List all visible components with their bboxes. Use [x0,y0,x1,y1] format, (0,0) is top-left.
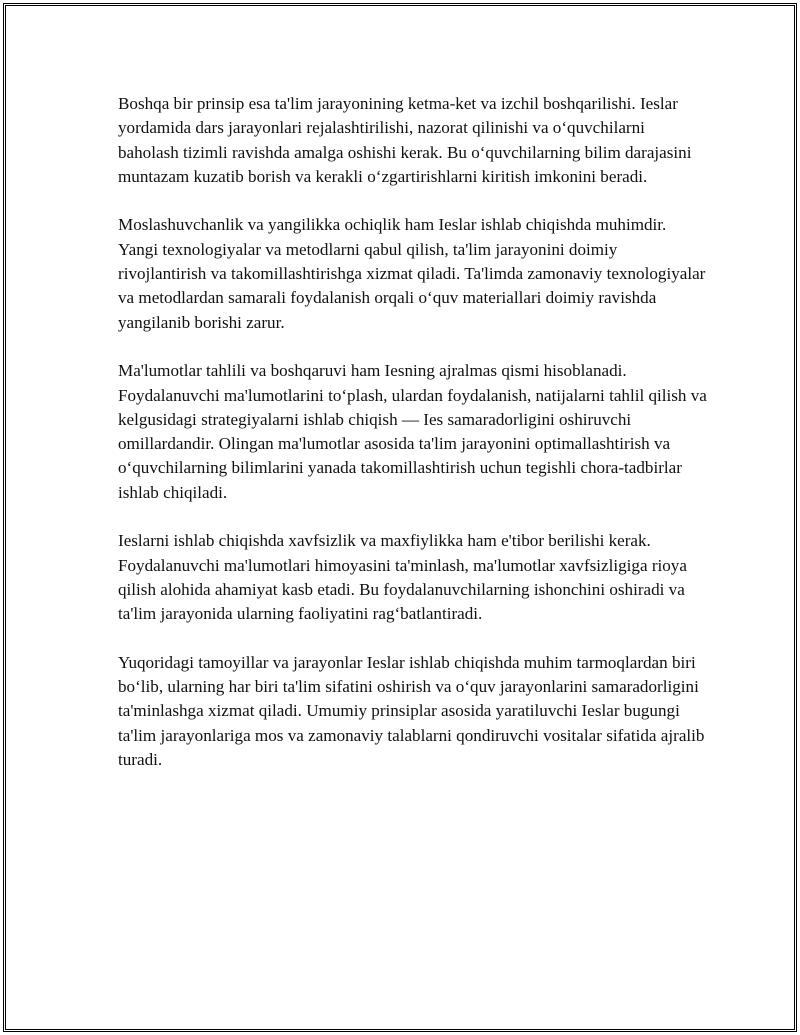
paragraph-4: Ieslarni ishlab chiqishda xavfsizlik va maxfiylikka ham e'tibor berilishi kerak. Foydalanuvchi ma'lumotlari himoyasini ta'minlash, ma'lumotlar xavfsizligiga rioya qilish alohida ahamiyat kasb etadi. Bu foydalanuvchilarning ishonchini oshiradi va ta'lim jarayonida ularning faoliyatini rag‘batlantiradi. [118,531,687,624]
page-border [3,3,797,1032]
page-area [6,6,794,1029]
paragraph-1: Boshqa bir prinsip esa ta'lim jarayonining ketma-ket va izchil boshqarilishi. Ieslar yordamida dars jarayonlari rejalashtirilishi, nazorat qilinishi va o‘quvchilarni baholash tizimli ravishda amalga oshishi kerak. Bu o‘quvchilarning bilim darajasini muntazam kuzatib borish va kerakli o‘zgartirishlarni kiritish imkonini beradi. [118,94,692,186]
paragraph-2: Moslashuvchanlik va yangilikka ochiqlik ham Ieslar ishlab chiqishda muhimdir. Yangi texnologiyalar va metodlarni qabul qilish, ta'lim jarayonini doimiy rivojlantirish va takomillashtirishga xizmat qiladi. Ta'limda zamonaviy texnologiyalar va metodlardan samarali foydalanish orqali o‘quv materiallari doimiy ravishda yangilanib borishi zarur. [118,215,706,332]
paragraph-3: Ma'lumotlar tahlili va boshqaruvi ham Iesning ajralmas qismi hisoblanadi. Foydalanuvchi ma'lumotlarini to‘plash, ulardan foydalanish, natijalarni tahlil qilish va kelgusidagi strategiyalarni ishlab chiqish — Ies samaradorligini oshiruvchi omillardandir. Olingan ma'lumotlar asosida ta'lim jarayonini optimallashtirish va o‘quvchilarning bilimlarini yanada takomillashtirish uchun tegishli chora-tadbirlar ishlab chiqiladi. [118,361,707,502]
document-body [118,92,708,772]
paragraph-5: Yuqoridagi tamoyillar va jarayonlar Ieslar ishlab chiqishda muhim tarmoqlardan biri bo‘lib, ularning har biri ta'lim sifatini oshirish va o‘quv jarayonlarini samaradorligini ta'minlashga xizmat qiladi. Umumiy prinsiplar asosida yaratiluvchi Ieslar bugungi ta'lim jarayonlariga mos va zamonaviy talablarni qondiruvchi vositalar sifatida ajralib turadi. [118,652,705,770]
